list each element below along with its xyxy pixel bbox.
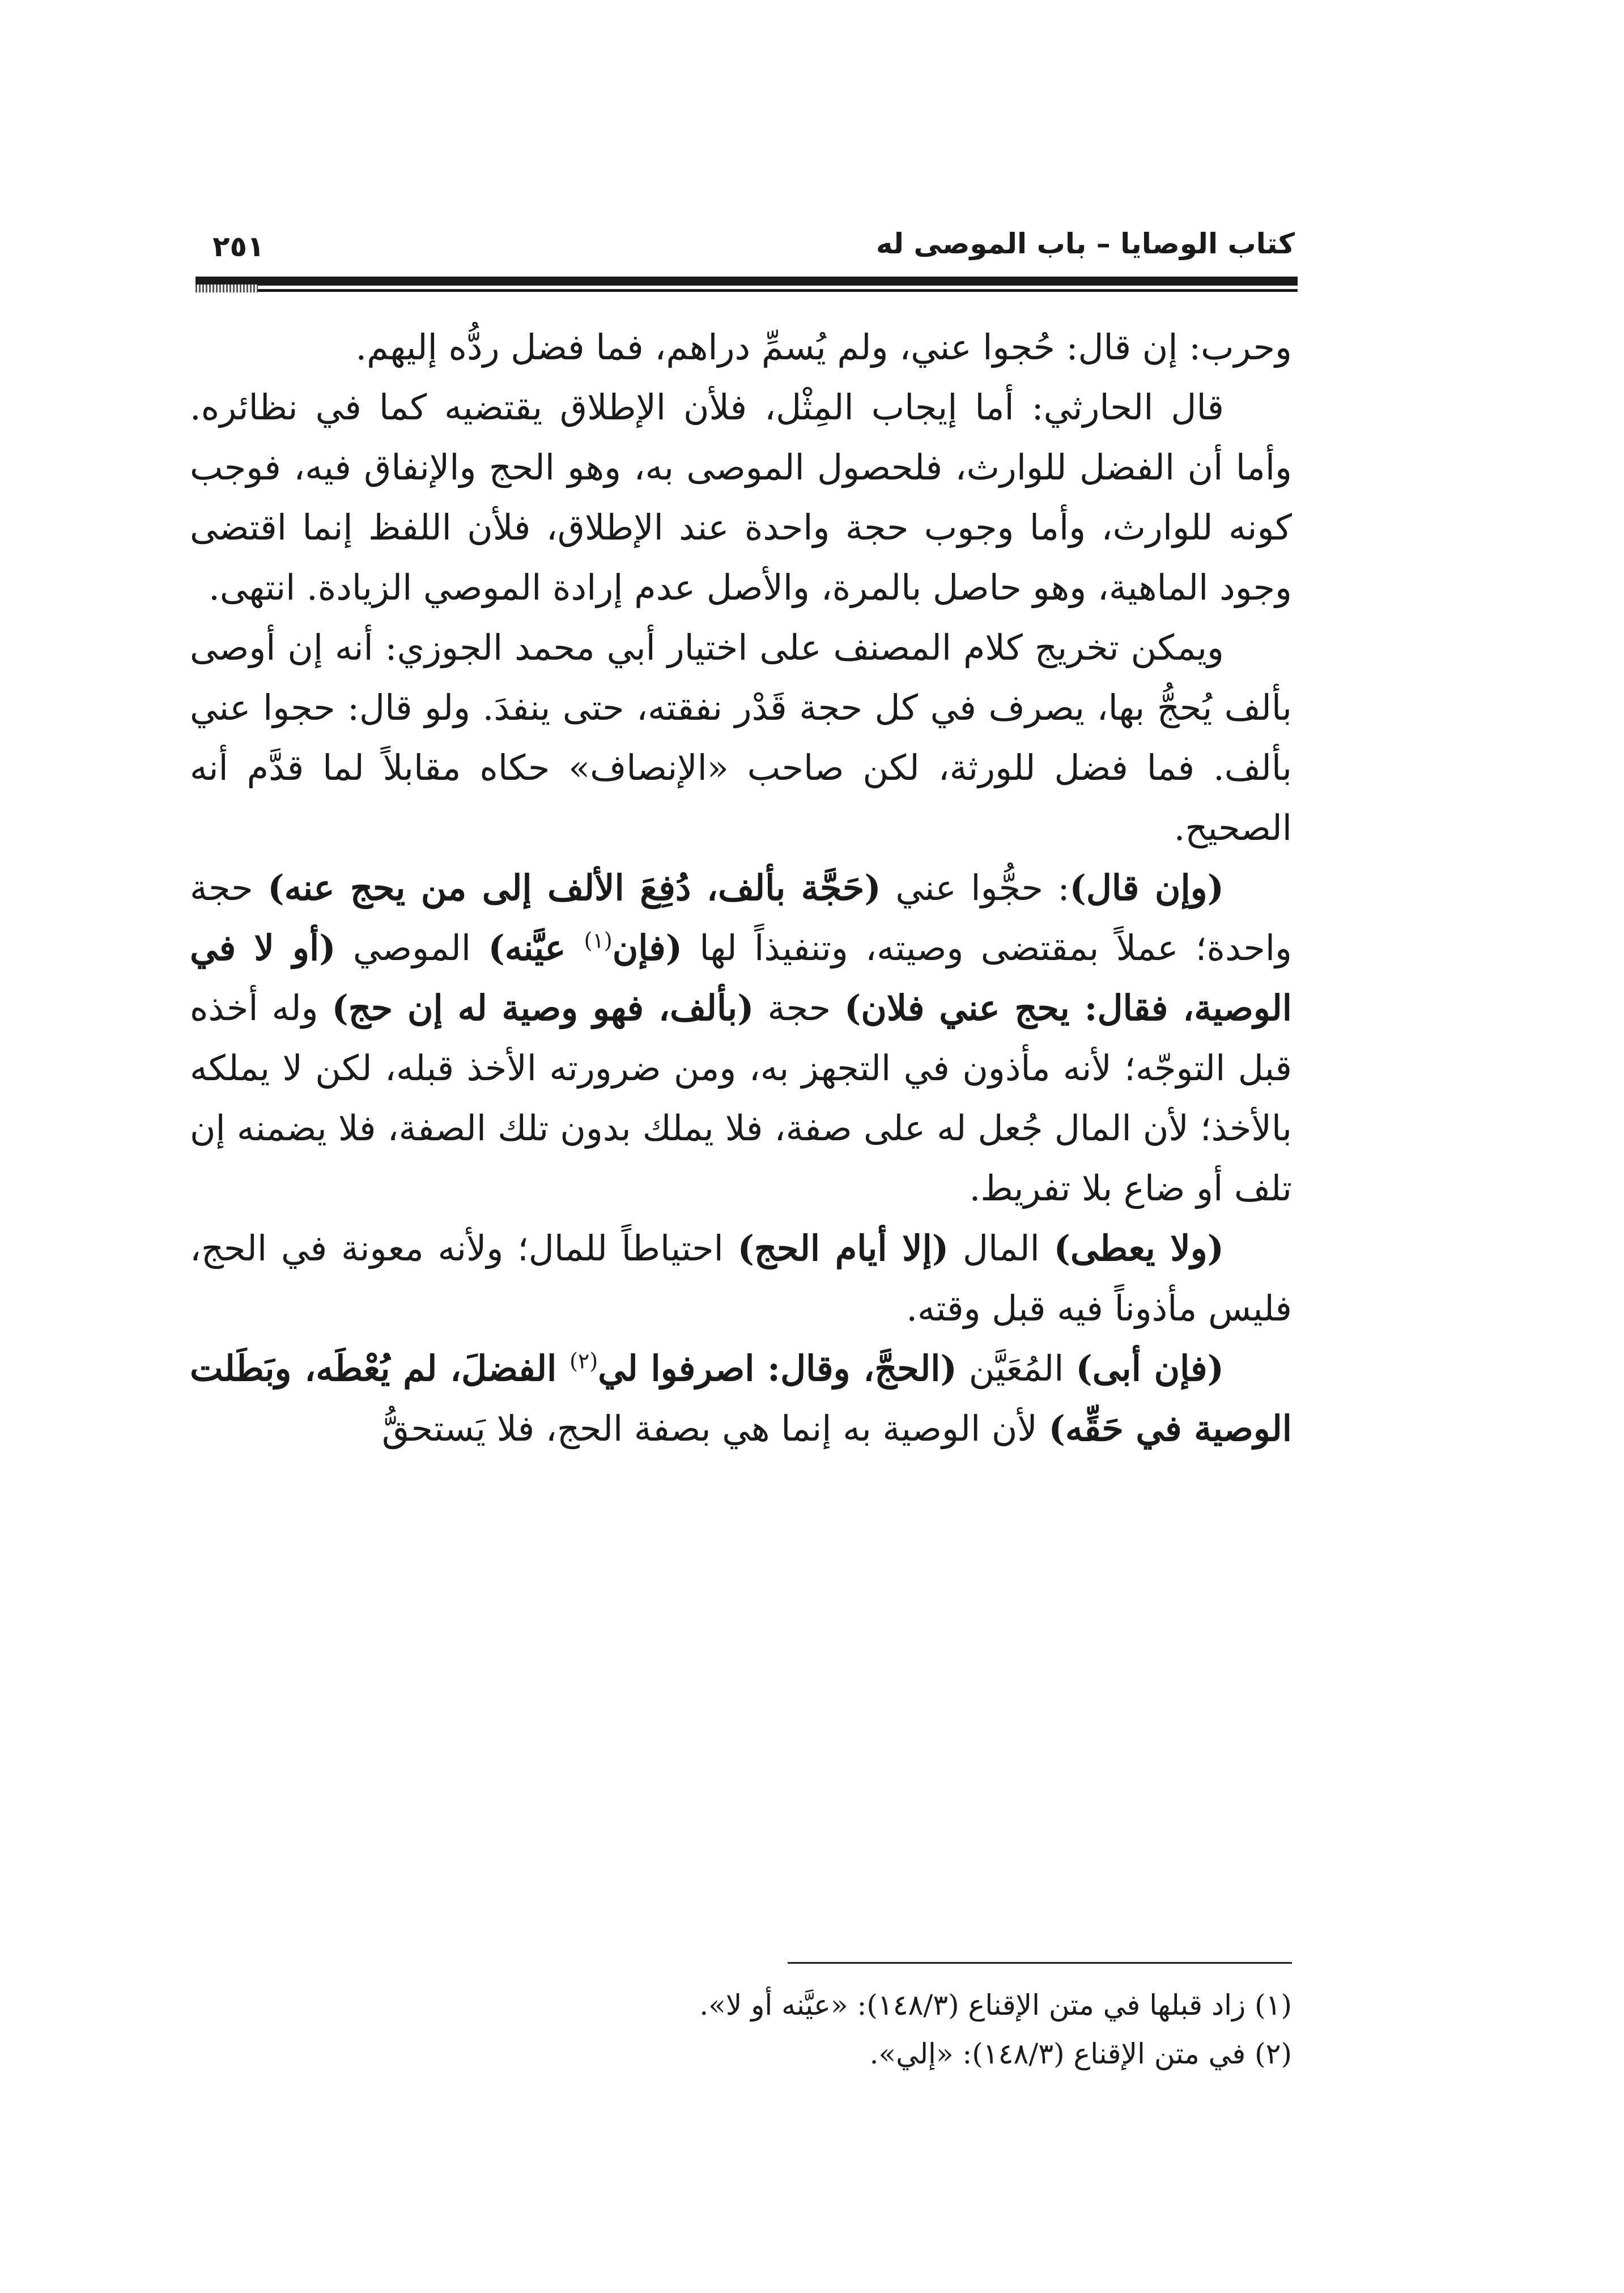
paragraph-continuation: وحرب: إن قال: حُجوا عني، ولم يُسمِّ دراهم، فما فضل ردُّه إليهم. <box>355 326 1292 368</box>
header-rule-thick <box>195 277 1298 286</box>
matn-text: (فإن <box>612 927 683 969</box>
paragraph-ayyam-alhajj <box>190 1218 1292 1339</box>
paragraph-harithi: قال الحارثي: أما إيجاب المِثْل، فلأن الإطلاق يقتضيه كما في نظائره. وأما أن الفضل للوارث، فلحصول الموصى به، وهو الحج والإنفاق فيه، فوجب كونه للوارث، وأما وجوب حجة واحدة عند الإطلاق، فلأن اللفظ إنما اقتضى وجود الماهية، وهو حاصل بالمرة، والأصل عدم إرادة الموصي الزيادة. انتهى. <box>190 387 1292 608</box>
sharh-text: حجة <box>754 987 844 1029</box>
matn-text: (فإن أبى) <box>1075 1348 1224 1389</box>
header-rule-ornament <box>195 284 258 292</box>
page-number: ٢٥١ <box>212 230 265 263</box>
matn-text: الفضلَ، لم يُعْطَه، وبَطَلت الوصية في حَقِّه) <box>190 1348 1292 1449</box>
paragraph-takhrij: ويمكن تخريج كلام المصنف على اختيار أبي محمد الجوزي: أنه إن أوصى بألف يُحجُّ بها، يصرف في كل حجة قَدْر نفقته، حتى ينفدَ. ولو قال: حجوا عني بألف. فما فضل للورثة، لكن صاحب «الإنصاف» حكاه مقابلاً لما قدَّم أنه الصحيح. <box>190 627 1292 848</box>
footnote-ref-1: (١) <box>584 928 613 953</box>
sharh-text: لأن الوصية به إنما هي بصفة الحج، فلا يَستحقُّ <box>381 1408 1049 1449</box>
matn-text: (الحجَّ، وقال: اصرفوا لي <box>598 1348 957 1389</box>
main-text <box>190 317 1292 1459</box>
footnote-1: (١) زاد قبلها في متن الإقناع (١٤٨/٣): «عيَّنه أو لا». <box>699 1989 1292 2022</box>
sharh-text: حجة واحدة؛ عملاً بمقتضى وصيته، وتنفيذاً لها <box>190 867 1292 969</box>
matn-text: (أو لا في الوصية، فقال: يحج عني فلان) <box>190 927 1292 1029</box>
sharh-text: الموصي <box>335 927 488 969</box>
footnotes <box>190 1981 1292 2078</box>
matn-text: عيَّنه) <box>488 927 584 969</box>
matn-text: (حَجَّة بألف، دُفِعَ الألف إلى من يحج عنه) <box>267 867 881 908</box>
paragraph-aba-almuayyan <box>190 1339 1292 1459</box>
matn-text: (ولا يعطى) <box>1053 1228 1224 1269</box>
footnote-ref-2: (٢) <box>569 1348 598 1374</box>
chapter-title: كتاب الوصايا – باب الموصى له <box>875 227 1295 260</box>
sharh-text: المُعَيَّن <box>956 1348 1076 1389</box>
matn-text: (بألف، فهو وصية له إن حج) <box>331 987 754 1029</box>
footnote-2: (٢) في متن الإقناع (١٤٨/٣): «إلي». <box>869 2037 1292 2070</box>
header-divider <box>195 277 1298 294</box>
sharh-text: المال <box>949 1228 1054 1269</box>
sharh-text: احتياطاً للمال؛ ولأنه معونة في الحج، فليس مأذوناً فيه قبل وقته. <box>190 1228 1292 1329</box>
matn-text: (إلا أيام الحج) <box>737 1228 949 1269</box>
sharh-text: : حجُّوا عني <box>881 867 1070 908</box>
sharh-text: وله أخذه قبل التوجّه؛ لأنه مأذون في التجهز به، ومن ضرورته الأخذ قبله، لكن لا يملكه بالأخذ؛ لأن المال جُعل له على صفة، فلا يملك بدون تلك الصفة، فلا يضمنه إن تلف أو ضاع بلا تفريط. <box>190 987 1292 1209</box>
footnote-separator <box>788 1962 1292 1964</box>
running-header <box>201 224 1295 264</box>
paragraph-hajj-bi-alf <box>190 858 1292 1218</box>
header-rule-thin <box>195 289 1298 292</box>
matn-text: (وإن قال) <box>1069 867 1224 908</box>
